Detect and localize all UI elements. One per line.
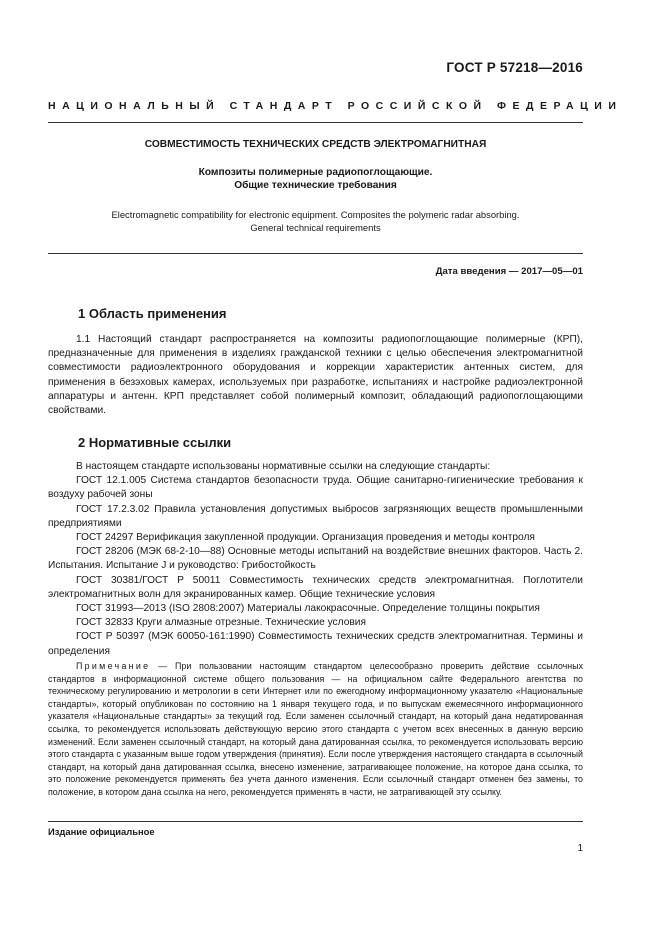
section-heading-references: 2 Нормативные ссылки [78,435,232,450]
gost-number: ГОСТ Р 57218—2016 [446,60,583,75]
reference-item: ГОСТ 30381/ГОСТ Р 50011 Совместимость технических средств электромагнитная. Поглотители электромагнитных волн для экранированных камер. Общие технические условия [48,574,583,600]
reference-item: ГОСТ 17.2.3.02 Правила установления допустимых выбросов загрязняющих веществ промышленными предприятиями [48,503,583,529]
standard-title: СОВМЕСТИМОСТЬ ТЕХНИЧЕСКИХ СРЕДСТВ ЭЛЕКТРОМАГНИТНАЯ [144,139,487,150]
standard-subtitle-ru [48,166,583,192]
reference-item: ГОСТ 32833 Круги алмазные отрезные. Технические условия [76,617,366,629]
edition-label: Издание официальное [48,826,155,837]
note-text: — При пользовании настоящим стандартом целесообразно проверить действие ссылочных стандартов в информационной системе общего пользования — на официальном сайте Федерального агентства по техническому регулированию и метрологии в сети Интернет или по ежегодному информационному указателю «Национальные стандарты», который опубликован по состоянию на 1 января текущего года, и по выпускам ежемесячного информационного указателя «Национальные стандарты» за текущий год. Если заменен ссылочный стандарт, на который дана недатированная ссылка, то рекомендуется использовать действующую версию этого стандарта с учетом всех внесенных в данную версию изменений. Если заменен ссылочный стандарт, на который дана датированная ссылка, то рекомендуется использовать версию этого стандарта с указанным выше годом утверждения (принятия). Если после утверждения настоящего стандарта в ссылочный стандарт, на который дана датированная ссылка, внесено изменение, затрагивающее положение, на которое дана ссылка, то это положение рекомендуется применять без учета данного изменения. Если ссылочный стандарт отменен без замены, то положение, в котором дана ссылка на него, рекомендуется применять в части, не затрагивающей эту ссылку. [48,661,584,797]
references-intro: В настоящем стандарте использованы нормативные ссылки на следующие стандарты: [76,461,491,472]
reference-item: ГОСТ 31993—2013 (ISO 2808:2007) Материалы лакокрасочные. Определение толщины покрытия [76,603,540,615]
paragraph: 1.1 Настоящий стандарт распространяется на композиты радиопоглощающие полимерные (КРП), предназначенные для применения в изделиях гражданской техники с целью обеспечения электромагнитной совместимости радиоэлектронного оборудования и коррекции характеристик антенных систем, для применения в безэховых камерах, используемых при разработке, испытаниях и настройке радиоэлектронной аппаратуры и антенн. КРП представляет собой полимерный композит, обладающий радиопоглощающими свойствами. [48,334,583,417]
national-standard-heading: НАЦИОНАЛЬНЫЙ СТАНДАРТ РОССИЙСКОЙ ФЕДЕРАЦИИ [48,100,623,112]
reference-item: ГОСТ 28206 (МЭК 68-2-10—88) Основные методы испытаний на воздействие внешних факторов. Часть 2. Испытания. Испытание J и руководство: Грибостойкость [48,546,583,572]
subtitle-ru-line2: Общие технические требования [234,180,397,191]
subtitle-en-line1: Electromagnetic compatibility for electronic equipment. Composites the polymeric radar absorbing. [111,209,520,220]
introduction-date: Дата введения — 2017—05—01 [435,266,583,277]
reference-item: ГОСТ 24297 Верификация закупленной продукции. Организация проведения и методы контроля [76,532,535,544]
section-scope-body [48,333,583,418]
standard-subtitle-en [48,208,583,234]
subtitle-ru-line1: Композиты полимерные радиопоглощающие. [198,167,433,178]
subtitle-en-line2: General technical requirements [250,222,381,233]
section-references-body [48,460,583,659]
divider [48,122,583,123]
divider [48,821,583,822]
reference-item: ГОСТ Р 50397 (МЭК 60050-161:1990) Совместимость технических средств электромагнитная. Термины и определения [48,631,583,657]
section-heading-scope: 1 Область применения [78,306,227,321]
note-label: Примечание [76,661,151,671]
note-block [48,660,583,799]
reference-item: ГОСТ 12.1.005 Система стандартов безопасности труда. Общие санитарно-гигиенические требования к воздуху рабочей зоны [48,475,583,501]
page-number: 1 [577,843,583,854]
divider [48,253,583,254]
